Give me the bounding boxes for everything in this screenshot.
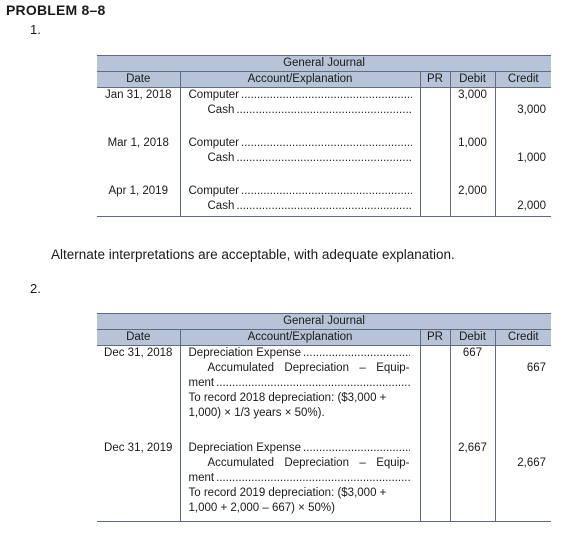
header-pr: PR: [420, 72, 450, 88]
leader-dots: [303, 346, 409, 361]
header-date: Date: [97, 330, 180, 346]
leader-dots: [241, 184, 412, 199]
entry-date: Dec 31, 2019: [104, 442, 173, 454]
part-1-number: 1.: [30, 22, 41, 37]
journal-entry: [97, 136, 551, 184]
header-date: Date: [97, 72, 180, 88]
entry-debit-account: Computer: [188, 137, 239, 149]
entry-date: Jan 31, 2018: [104, 89, 172, 101]
journal-caption: General Journal: [97, 56, 551, 72]
entry-credit-amount: 2,667: [517, 457, 547, 469]
leader-dots: [236, 199, 411, 214]
leader-dots: [216, 376, 409, 391]
entry-date: Dec 31, 2018: [104, 347, 173, 359]
journal-header-row: [97, 330, 551, 346]
entry-credit-account: Cash: [207, 200, 235, 212]
journal-entry: [97, 441, 551, 522]
entry-debit-amount: 2,667: [458, 442, 487, 454]
header-account: Account/Explanation: [180, 72, 420, 88]
entry-debit-account: Depreciation Expense: [188, 442, 302, 454]
header-credit: Credit: [495, 72, 551, 88]
entry-explanation: To record 2019 depreciation: ($3,000 +: [188, 487, 387, 499]
journal-caption: General Journal: [97, 314, 551, 330]
leader-dots: [236, 103, 411, 118]
entry-debit-amount: 3,000: [458, 89, 487, 101]
journal-entry: [97, 184, 551, 217]
journal-header-row: [97, 72, 551, 88]
leader-dots: [236, 151, 411, 166]
entry-debit-account: Computer: [188, 89, 239, 101]
entry-credit-amount: 1,000: [517, 152, 547, 164]
entry-credit-amount: 667: [526, 362, 547, 374]
entry-debit-account: Depreciation Expense: [188, 347, 302, 359]
entry-credit-amount: 2,000: [517, 200, 547, 212]
alternate-interpretation-note: Alternate interpretations are acceptable, with adequate explanation.: [51, 247, 455, 262]
journal-entry: [97, 88, 551, 137]
entry-debit-account: Computer: [188, 185, 239, 197]
entry-debit-amount: 1,000: [458, 137, 487, 149]
header-debit: Debit: [450, 330, 495, 346]
entry-explanation-cont: 1,000) × 1/3 years × 50%).: [188, 407, 325, 419]
problem-title: PROBLEM 8–8: [6, 2, 106, 18]
header-debit: Debit: [450, 72, 495, 88]
entry-debit-amount: 2,000: [458, 185, 487, 197]
leader-dots: [241, 136, 412, 151]
part-2-number: 2.: [30, 281, 41, 296]
header-account: Account/Explanation: [180, 330, 420, 346]
entry-credit-account: Cash: [207, 152, 235, 164]
journal-entry: [97, 346, 551, 442]
entry-date: Mar 1, 2018: [107, 137, 169, 149]
entry-credit-account: Accumulated Depreciation – Equip-: [207, 362, 410, 374]
header-pr: PR: [420, 330, 450, 346]
entry-explanation-cont: 1,000 + 2,000 – 667) × 50%): [188, 502, 335, 514]
entry-credit-account-cont: ment: [188, 377, 215, 389]
entry-date: Apr 1, 2019: [108, 185, 168, 197]
entry-explanation: To record 2018 depreciation: ($3,000 +: [188, 392, 387, 404]
entry-credit-account: Cash: [207, 104, 235, 116]
entry-credit-account: Accumulated Depreciation – Equip-: [207, 457, 410, 469]
header-credit: Credit: [495, 330, 551, 346]
journal-table-1: [97, 55, 551, 217]
leader-dots: [303, 441, 409, 456]
leader-dots: [241, 88, 412, 103]
leader-dots: [216, 471, 409, 486]
entry-credit-account-cont: ment: [188, 472, 215, 484]
entry-debit-amount: 667: [462, 347, 483, 359]
entry-credit-amount: 3,000: [517, 104, 547, 116]
journal-table-2: [97, 313, 551, 522]
